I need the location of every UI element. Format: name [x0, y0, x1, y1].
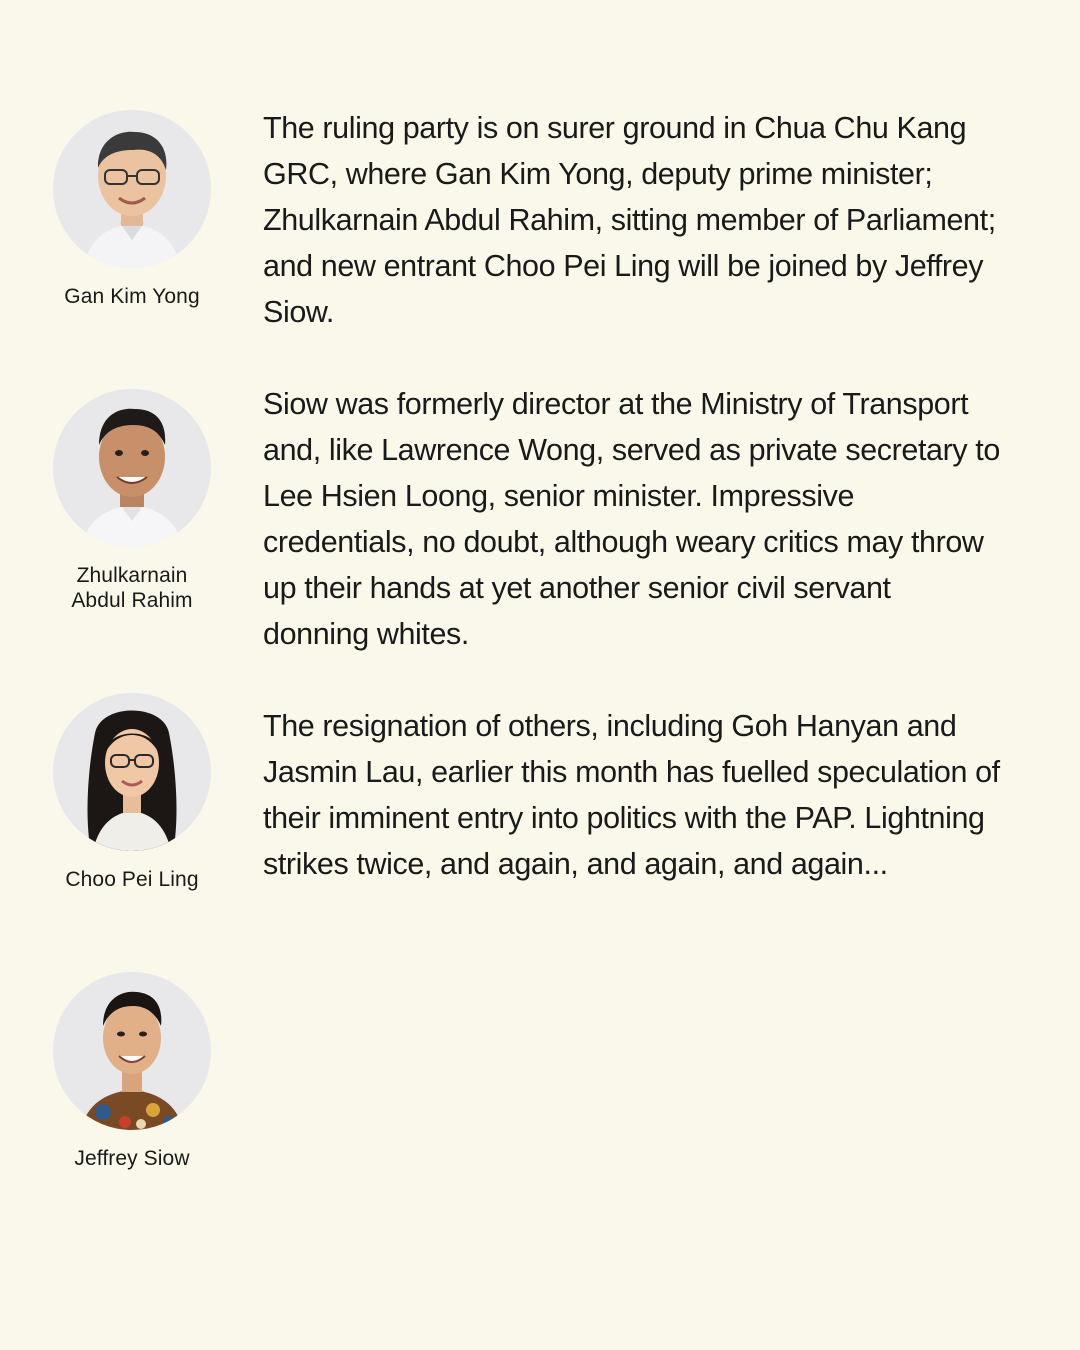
- person-card-gan-kim-yong: [40, 110, 224, 309]
- person-card-jeffrey-siow: [40, 972, 224, 1171]
- person-card-choo-pei-ling: [40, 693, 224, 892]
- person-name: Gan Kim Yong: [64, 285, 200, 308]
- article-paragraph: The ruling party is on surer ground in Chua Chu Kang GRC, where Gan Kim Yong, deputy prime minister; Zhulkarnain Abdul Rahim, sitting member of Parliament; and new entrant Choo Pei Ling will be joined by Jeffrey Siow.: [263, 111, 996, 329]
- portrait-photo-icon: [53, 110, 211, 268]
- portrait-photo-icon: [53, 389, 211, 547]
- person-card-zhulkarnain: [40, 389, 224, 613]
- article-paragraph: The resignation of others, including Goh Hanyan and Jasmin Lau, earlier this month has fuelled speculation of their imminent entry into politics with the PAP. Lightning strikes twice, and again, and again, and again...: [263, 709, 1000, 881]
- portrait-photo-icon: [53, 972, 211, 1130]
- article-paragraph: Siow was formerly director at the Ministry of Transport and, like Lawrence Wong, served as private secretary to Lee Hsien Loong, senior minister. Impressive credentials, no doubt, although weary critics may throw up their hands at yet another senior civil servant donning whites.: [263, 387, 1000, 651]
- avatar: [53, 972, 211, 1130]
- person-name: Choo Pei Ling: [65, 868, 199, 891]
- avatar: [53, 110, 211, 268]
- person-name: Zhulkarnain Abdul Rahim: [71, 564, 193, 612]
- person-name: Jeffrey Siow: [74, 1147, 190, 1170]
- avatar: [53, 693, 211, 851]
- avatar: [53, 389, 211, 547]
- portrait-photo-icon: [53, 693, 211, 851]
